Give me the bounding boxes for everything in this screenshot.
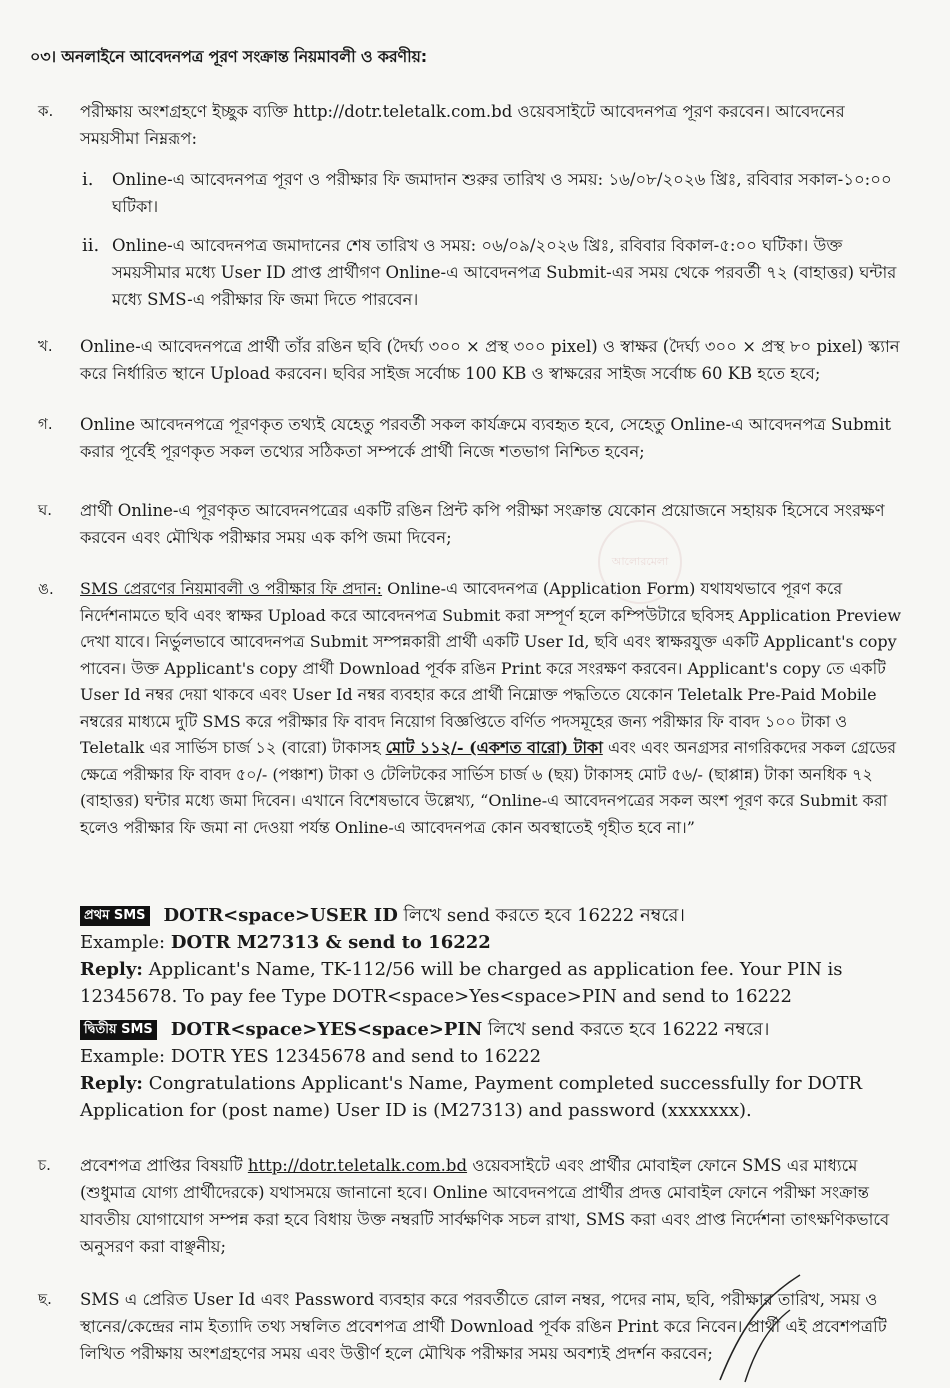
fee-total: মোট ১১২/- (একশত বারো) টাকা xyxy=(385,738,603,757)
item-text: প্রবেশপত্র প্রাপ্তির বিষয়টি xyxy=(80,1156,243,1175)
sms-example-line xyxy=(80,929,910,956)
item-marker: ছ. xyxy=(38,1290,52,1308)
roman-marker: ii. xyxy=(82,235,100,256)
sms-command: DOTR<space>YES<space>PIN xyxy=(170,1019,483,1040)
deadline-end xyxy=(82,232,902,313)
first-sms-block xyxy=(80,902,910,1010)
deadline-start xyxy=(82,166,902,220)
pen-mark xyxy=(700,1270,820,1388)
item-marker: চ. xyxy=(38,1156,51,1174)
item-text-cont: ওয়েবসাইটে এবং প্রার্থীর মোবাইল ফোনে SMS এর মাধ্যমে (শুধুমাত্র যোগ্য প্রার্থীদেরকে) যথাসময়ে জানানো হবে। Online আবেদনপত্রে প্রার্থীর প্রদত্ত মোবাইল ফোনে পরীক্ষা সংক্রান্ত যাবতীয় যোগাযোগ সম্পন্ন করা হবে বিধায় উক্ত নম্বরটি সার্বক্ষণিক সচল রাখা, SMS করা এবং প্রাপ্ত নির্দেশনা তাৎক্ষণিকভাবে অনুসরণ করা বাঞ্ছনীয়; xyxy=(80,1156,890,1256)
item-marker: ক. xyxy=(38,102,54,120)
section-heading: ০৩। অনলাইনে আবেদনপত্র পূরণ সংক্রান্ত নিয়মাবলী ও করণীয়: xyxy=(30,47,427,66)
item-text: Online-এ আবেদনপত্র (Application Form) যথাযথভাবে পূরণ করে নির্দেশনামতে ছবি এবং স্বাক্ষর Upload করে আবেদনপত্র Submit করা সম্পূর্ণ হলে কম্পিউটারে ছবিসহ Application Preview দেখা যাবে। নির্ভুলভাবে আবেদনপত্র Submit সম্পন্নকারী প্রার্থী একটি User Id, ছবি এবং স্বাক্ষরযুক্ত একটি Applicant's copy পাবেন। উক্ত Applicant's copy প্রার্থী Download পূর্বক রঙিন Print করে সংরক্ষণ করবেন। Applicant's copy তে একটি User Id নম্বর দেয়া থাকবে এবং User Id নম্বর ব্যবহার করে প্রার্থী নিম্নোক্ত পদ্ধতিতে যেকোন Teletalk Pre-Paid Mobile নম্বরের মাধ্যমে দুটি SMS করে পরীক্ষার ফি বাবদ নিয়োগ বিজ্ঞপ্তিতে বর্ণিত পদসমূহের জন্য পরীক্ষার ফি বাবদ ১০০ টাকা ও Teletalk এর সার্ভিস চার্জ ১২ (বারো) টাকাসহ xyxy=(80,579,902,757)
second-sms-block xyxy=(80,1016,910,1124)
item-marker: গ. xyxy=(38,415,53,433)
sms-command-tail: লিখে send করতে হবে 16222 নম্বরে। xyxy=(403,905,685,926)
item-marker: খ. xyxy=(38,337,53,355)
sms-tag: প্রথম SMS xyxy=(80,906,150,926)
example-label: Example: xyxy=(80,932,166,953)
item-text: Online-এ আবেদনপত্রে প্রার্থী তাঁর রঙিন ছবি (দৈর্ঘ্য ৩০০ × প্রস্থ ৩০০ pixel) ও স্বাক্ষর (দৈর্ঘ্য ৩০০ × প্রস্থ ৮০ pixel) স্ক্যান করে নির্ধারিত স্থানে Upload করবেন। ছবির সাইজ সর্বোচ্চ 100 KB ও স্বাক্ষরের সাইজ সর্বোচ্চ 60 KB হতে হবে; xyxy=(80,337,900,383)
sms-command-tail: লিখে send করতে হবে 16222 নম্বরে। xyxy=(488,1019,770,1040)
sms-command: DOTR<space>USER ID xyxy=(163,905,398,926)
item-text: Online আবেদনপত্রে পূরণকৃত তথ্যই যেহেতু পরবর্তী সকল কার্যক্রমে ব্যবহৃত হবে, সেহেতু Online-এ আবেদনপত্র Submit করার পূর্বেই পূরণকৃত সকল তথ্যের সঠিকতা সম্পর্কে প্রার্থী নিজে শতভাগ নিশ্চিত হবেন; xyxy=(80,415,892,461)
item-text-cont: এবং এবং অনগ্রসর নাগরিকদের সকল গ্রেডের ক্ষেত্রে পরীক্ষার ফি বাবদ ৫০/- (পঞ্চাশ) টাকা ও টেলিটকের সার্ভিস চার্জ ৬ (ছয়) টাকাসহ মোট ৫৬/- (ছাপ্পান্ন) টাকা অনধিক ৭২ (বাহাত্তর) ঘন্টার মধ্যে জমা দিবেন। এখানে বিশেষভাবে উল্লেখ্য, “Online-এ আবেদনপত্রের সকল অংশ পূরণ করে Submit করা হলেও পরীক্ষার ফি জমা না দেওয়া পর্যন্ত Online-এ আবেদনপত্র কোন অবস্থাতেই গৃহীত হবে না।” xyxy=(80,738,897,837)
reply-text: Congratulations Applicant's Name, Payment completed successfully for DOTR Application for (post name) User ID is (M27313) and password (xxxxxxx). xyxy=(80,1073,863,1121)
item-ka xyxy=(38,98,905,152)
sms-rules-title: SMS প্রেরণের নিয়মাবলী ও পরীক্ষার ফি প্রদান: xyxy=(80,579,383,598)
sms-command-line xyxy=(80,1016,910,1043)
item-text: SMS এ প্রেরিত User Id এবং Password ব্যবহার করে পরবর্তীতে রোল নম্বর, পদের নাম, ছবি, পরীক্ষার তারিখ, সময় ও স্থানের/কেন্দ্রের নাম ইত্যাদি তথ্য সম্বলিত প্রবেশপত্র প্রার্থী Download পূর্বক রঙিন Print করে নিবেন। প্রার্থী এই প্রবেশপত্রটি লিখিত পরীক্ষায় অংশগ্রহণের সময় এবং উত্তীর্ণ হলে মৌখিক পরীক্ষার সময় অবশ্যই প্রদর্শন করবেন; xyxy=(80,1290,887,1363)
website-link[interactable]: http://dotr.teletalk.com.bd xyxy=(247,1156,468,1175)
reply-text: Applicant's Name, TK-112/56 will be charged as application fee. Your PIN is 12345678. To pay fee Type DOTR<space>Yes<space>PIN and send to 16222 xyxy=(80,959,843,1007)
reply-label: Reply: xyxy=(80,959,143,980)
item-text: প্রার্থী Online-এ পূরণকৃত আবেদনপত্রের একটি রঙিন প্রিন্ট কপি পরীক্ষা সংক্রান্ত যেকোন প্রয়োজনে সহায়ক হিসেবে সংরক্ষণ করবেন এবং মৌখিক পরীক্ষার সময় এক কপি জমা দিবেন; xyxy=(80,501,885,547)
item-ga xyxy=(38,411,905,465)
sms-tag: দ্বিতীয় SMS xyxy=(80,1020,157,1040)
roman-marker: i. xyxy=(82,169,94,190)
item-ca xyxy=(38,1152,905,1260)
sms-reply-line xyxy=(80,1070,910,1124)
item-umo xyxy=(38,576,905,841)
item-text: পরীক্ষায় অংশগ্রহণে ইচ্ছুক ব্যক্তি http://dotr.teletalk.com.bd ওয়েবসাইটে আবেদনপত্র পূরণ করবেন। আবেদনের সময়সীমা নিম্নরূপ: xyxy=(80,102,845,148)
example-label: Example: xyxy=(80,1046,166,1067)
sms-example-line xyxy=(80,1043,910,1070)
sms-reply-line xyxy=(80,956,910,1010)
deadline-text: Online-এ আবেদনপত্র জমাদানের শেষ তারিখ ও সময়: ০৬/০৯/২০২৬ খ্রিঃ, রবিবার বিকাল-৫:০০ ঘটিকা। উক্ত সময়সীমার মধ্যে User ID প্রাপ্ত প্রার্থীগণ Online-এ আবেদনপত্র Submit-এর সময় থেকে পরবর্তী ৭২ (বাহাত্তর) ঘন্টার মধ্যে SMS-এ পরীক্ষার ফি জমা দিতে পারবেন। xyxy=(112,236,897,309)
sms-command-line xyxy=(80,902,910,929)
example-text: DOTR M27313 & send to 16222 xyxy=(170,932,491,953)
item-kha xyxy=(38,333,905,387)
watermark-logo: আলোরমেলা xyxy=(598,520,682,604)
item-gha xyxy=(38,497,905,551)
reply-label: Reply: xyxy=(80,1073,143,1094)
deadline-text: Online-এ আবেদনপত্র পূরণ ও পরীক্ষার ফি জমাদান শুরুর তারিখ ও সময়: ১৬/০৮/২০২৬ খ্রিঃ, রবিবার সকাল-১০:০০ ঘটিকা। xyxy=(112,170,892,216)
item-marker: ঘ. xyxy=(38,501,53,519)
example-text: DOTR YES 12345678 and send to 16222 xyxy=(170,1046,542,1067)
item-marker: ঙ. xyxy=(38,580,54,598)
